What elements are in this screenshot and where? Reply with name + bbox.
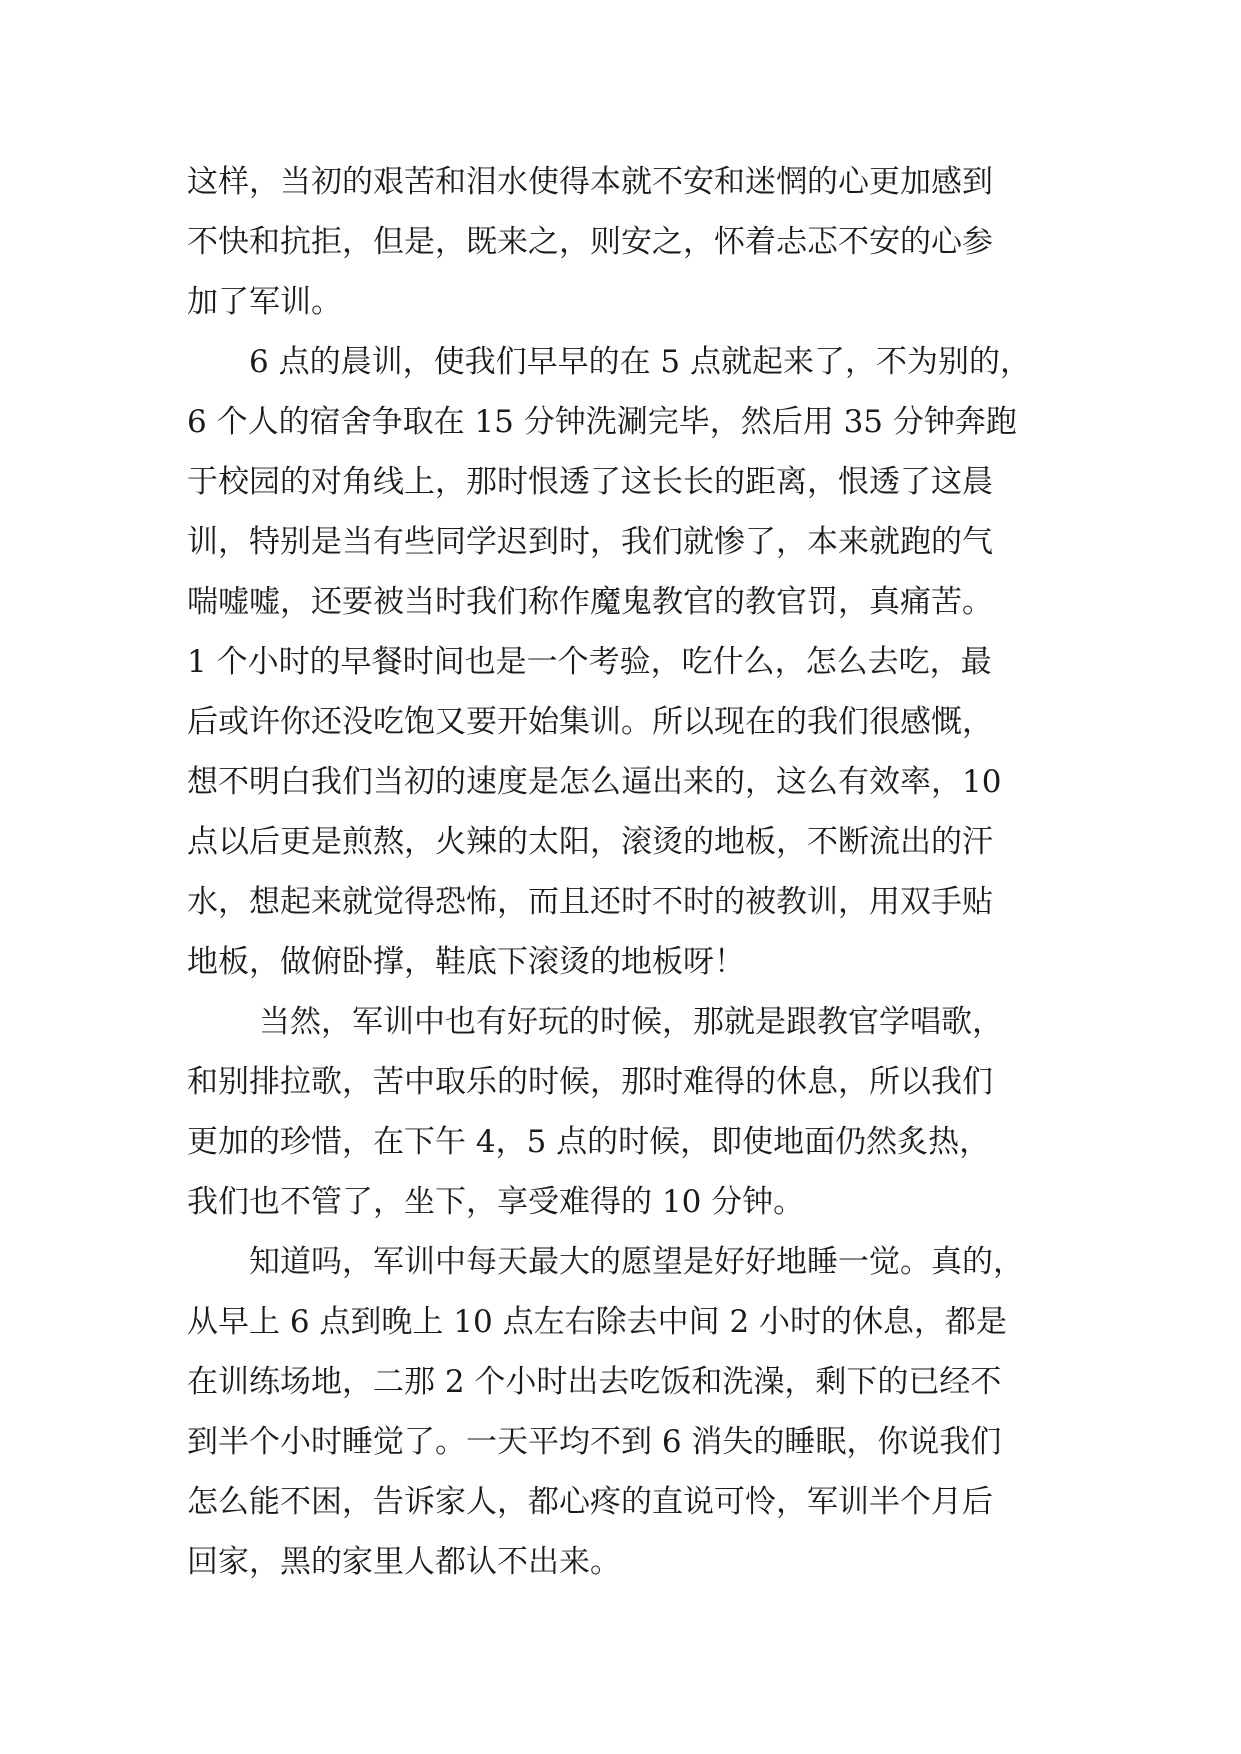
- paragraph-start-line: 知道吗，军训中每天最大的愿望是好好地睡一觉。真的，: [249, 1244, 1024, 1280]
- text-line: 这样，当初的艰苦和泪水使得本就不安和迷惘的心更加感到: [187, 164, 993, 200]
- text-line: 加了军训。: [187, 284, 342, 320]
- text-line: 喘嘘嘘，还要被当时我们称作魔鬼教官的教官罚，真痛苦。: [187, 584, 993, 620]
- text-line: 更加的珍惜，在下午 4，5 点的时候，即使地面仍然炙热，: [187, 1124, 991, 1160]
- text-line: 水，想起来就觉得恐怖，而且还时不时的被教训，用双手贴: [187, 884, 993, 920]
- text-line: 训，特别是当有些同学迟到时，我们就惨了，本来就跑的气: [187, 524, 993, 560]
- text-line: 点以后更是煎熬，火辣的太阳，滚烫的地板，不断流出的汗: [187, 824, 993, 860]
- paragraph-start-line: 当然，军训中也有好玩的时候，那就是跟教官学唱歌，: [259, 1004, 1003, 1040]
- text-line: 从早上 6 点到晚上 10 点左右除去中间 2 小时的休息，都是: [187, 1304, 1008, 1340]
- text-line: 想不明白我们当初的速度是怎么逼出来的，这么有效率，10: [187, 764, 1002, 800]
- text-line: 1 个小时的早餐时间也是一个考验，吃什么，怎么去吃，最: [187, 644, 992, 680]
- paragraph-start-line: 6 点的晨训，使我们早早的在 5 点就起来了，不为别的，: [249, 344, 1032, 380]
- text-line: 于校园的对角线上，那时恨透了这长长的距离，恨透了这晨: [187, 464, 993, 500]
- text-line: 6 个人的宿舍争取在 15 分钟洗涮完毕，然后用 35 分钟奔跑: [187, 404, 1017, 440]
- text-line: 怎么能不困，告诉家人，都心疼的直说可怜，军训半个月后: [187, 1484, 993, 1520]
- document-body: [187, 152, 1067, 1592]
- text-line: 到半个小时睡觉了。一天平均不到 6 消失的睡眠，你说我们: [187, 1424, 1002, 1460]
- text-line: 不快和抗拒，但是，既来之，则安之，怀着忐忑不安的心参: [187, 224, 993, 260]
- text-line: 和别排拉歌，苦中取乐的时候，那时难得的休息，所以我们: [187, 1064, 993, 1100]
- text-line: 在训练场地，二那 2 个小时出去吃饭和洗澡，剩下的已经不: [187, 1364, 1002, 1400]
- text-line: 地板，做俯卧撑，鞋底下滚烫的地板呀！: [187, 944, 745, 980]
- text-line: 后或许你还没吃饱又要开始集训。所以现在的我们很感慨，: [187, 704, 993, 740]
- text-line: 我们也不管了，坐下，享受难得的 10 分钟。: [187, 1184, 805, 1220]
- text-line: 回家，黑的家里人都认不出来。: [187, 1544, 621, 1580]
